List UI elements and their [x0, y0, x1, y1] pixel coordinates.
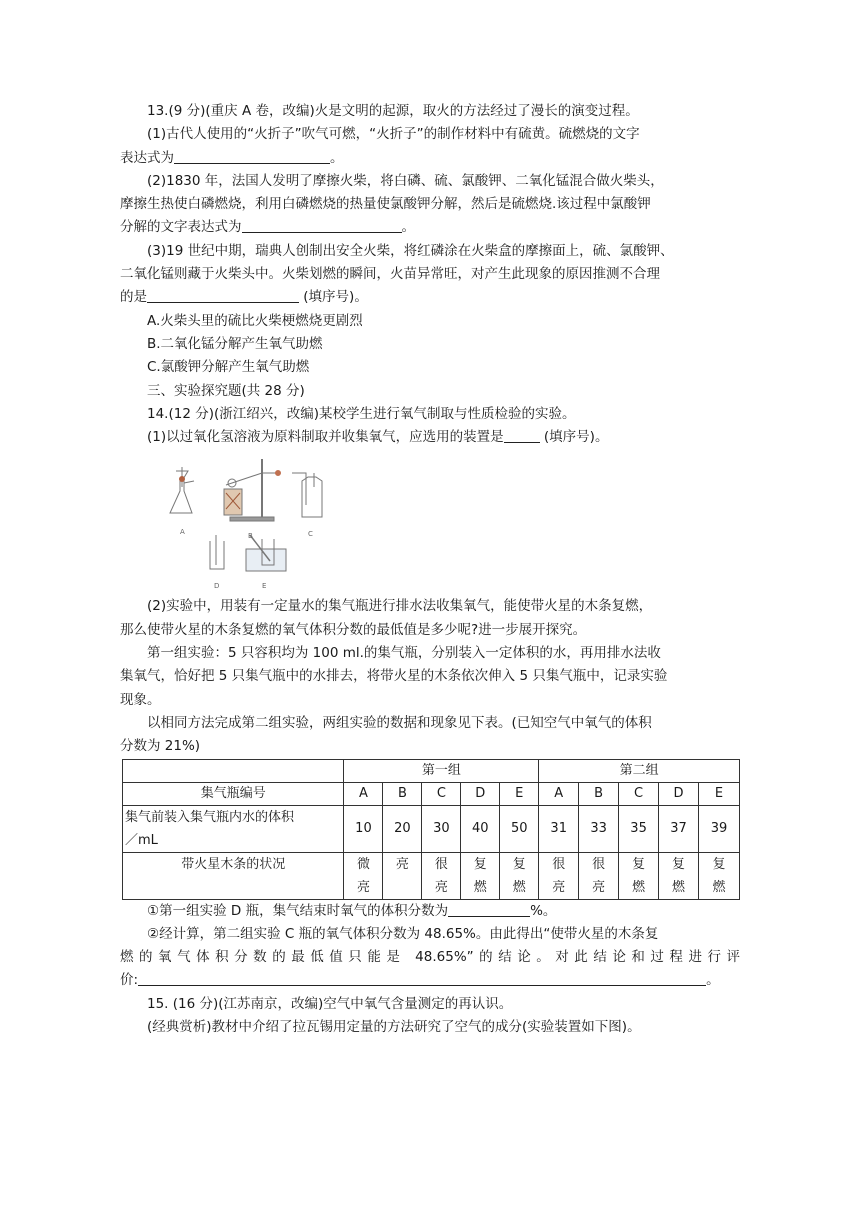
table-cell: [659, 852, 699, 899]
apparatus-a: [170, 467, 194, 513]
table-cell: 37: [659, 805, 699, 852]
table-cell: 50: [500, 805, 539, 852]
apparatus-d: [210, 535, 224, 569]
q13-part3-line2: 二氧化锰则藏于火柴头中。火柴划燃的瞬间，火苗异常旺，对产生此现象的原因推测不合理: [120, 266, 660, 283]
q14-sub2-end: 。: [706, 972, 720, 989]
answer-blank-13-3[interactable]: [147, 286, 299, 303]
table-cell: B: [383, 782, 422, 805]
row-label-water-volume-line1: 集气前装入集气瓶内水的体积: [125, 809, 295, 825]
q13-part3-line3: [120, 286, 740, 309]
table-cell: 39: [698, 805, 739, 852]
table-cell: 20: [383, 805, 422, 852]
status-top: 复: [672, 856, 686, 872]
status-top: 复: [632, 856, 646, 872]
results-table: [122, 759, 740, 900]
figure-label-e: E: [262, 582, 267, 591]
table-cell: [461, 852, 500, 899]
row-label-water-volume-line2: ／mL: [125, 832, 158, 848]
status-bottom: 燃: [672, 879, 686, 895]
status-top: 复: [512, 856, 526, 872]
answer-blank-13-1[interactable]: [174, 147, 330, 164]
table-cell: [422, 852, 461, 899]
status-bottom: 燃: [473, 879, 487, 895]
group2-header: 第二组: [539, 759, 740, 782]
answer-blank-14-2[interactable]: [448, 900, 530, 917]
table-cell: 35: [619, 805, 659, 852]
section-heading: 三、实验探究题(共 28 分): [147, 382, 305, 399]
table-cell: A: [344, 782, 383, 805]
table-cell: C: [619, 782, 659, 805]
status-top: 微: [356, 856, 370, 872]
status-bottom: 燃: [512, 879, 526, 895]
table-cell: C: [422, 782, 461, 805]
table-cell: [619, 852, 659, 899]
table-row: [123, 782, 740, 805]
q13-part2-prompt: 分解的文字表达式为: [120, 219, 242, 236]
q14-sub1-end: %。: [530, 902, 557, 919]
q13-title: 13.(9 分)(重庆 A 卷，改编)火是文明的起源，取火的方法经过了漫长的演变过程。: [147, 103, 639, 119]
status-top: 亮: [395, 856, 409, 872]
table-cell: D: [461, 782, 500, 805]
table-cell: 33: [579, 805, 619, 852]
q15-title: 15. (16 分)(江苏南京，改编)空气中氧气含量测定的再认识。: [147, 995, 513, 1012]
q14-group1-line3: 现象。: [120, 691, 161, 708]
q13-part1-end: 。: [330, 149, 344, 166]
q13-part2-line2: 摩擦生热使白磷燃烧，利用白磷燃烧的热量使氯酸钾分解，然后是硫燃烧.该过程中氯酸钾: [120, 196, 651, 213]
status-bottom: 燃: [632, 879, 646, 895]
q14-sub2-line2: 燃的氧气体积分数的最低值只能是 48.65%”的结论。对此结论和过程进行评: [120, 949, 740, 966]
row-label-water-volume: [123, 805, 344, 852]
q13-part3-line1: (3)19 世纪中期，瑞典人创制出安全火柴，将红磷涂在火柴盒的摩擦面上，硫、氯酸钾、: [147, 242, 674, 259]
row-label-splint-status: 带火星木条的状况: [123, 852, 344, 899]
status-top: 很: [552, 856, 566, 872]
q14-sub2-line3: [120, 969, 740, 992]
q13-option-b: B.二氧化锰分解产生氧气助燃: [147, 335, 323, 352]
apparatus-c: [292, 473, 322, 517]
status-bottom: 亮: [356, 879, 370, 895]
q14-title: 14.(12 分)(浙江绍兴，改编)某校学生进行氧气制取与性质检验的实验。: [147, 405, 576, 422]
q14-part2-line2: 那么使带火星的木条复燃的氧气体积分数的最低值是多少呢?进一步展开探究。: [120, 621, 587, 638]
table-row: [123, 852, 740, 899]
figure-label-d: D: [214, 582, 220, 591]
q14-part1-prompt: (1)以过氧化氢溶液为原料制取并收集氧气，应选用的装置是: [147, 429, 504, 446]
table-cell: E: [500, 782, 539, 805]
status-bottom: 燃: [712, 879, 726, 895]
q14-part1-end: (填序号)。: [539, 429, 609, 446]
table-cell: [500, 852, 539, 899]
apparatus-b: [224, 459, 281, 521]
answer-blank-14-3[interactable]: [138, 969, 706, 986]
table-cell: [579, 852, 619, 899]
apparatus-figure: [166, 457, 326, 589]
table-cell: [698, 852, 739, 899]
figure-label-a: A: [180, 528, 185, 537]
status-bottom: 亮: [434, 879, 448, 895]
table-cell: [383, 852, 422, 899]
status-top: 复: [712, 856, 726, 872]
status-top: 很: [434, 856, 448, 872]
q14-group1-line1: 第一组实验：5 只容积均为 100 ml.的集气瓶，分别装入一定体积的水，再用排水法收: [147, 645, 661, 662]
q13-option-c: C.氯酸钾分解产生氧气助燃: [147, 359, 310, 376]
status-bottom: 亮: [592, 879, 606, 895]
table-cell: E: [698, 782, 739, 805]
q14-sub2-line1: ②经计算，第二组实验 C 瓶的氧气体积分数为 48.65%。由此得出“使带火星的木条复: [147, 925, 659, 942]
q14-group1-line2: 集氧气，恰好把 5 只集气瓶中的水排去，将带火星的木条依次伸入 5 只集气瓶中，记录实验: [120, 668, 668, 685]
apparatus-drawing: [166, 457, 326, 589]
q14-sub1-prompt: ①第一组实验 D 瓶，集气结束时氧气的体积分数为: [147, 902, 449, 919]
q13-part2-line1: (2)1830 年，法国人发明了摩擦火柴，将白磷、硫、氯酸钾、二氧化锰混合做火柴头，: [147, 172, 664, 189]
table-row: [123, 759, 740, 782]
q13-part2-line3: [120, 216, 740, 239]
q14-group2-line1: 以相同方法完成第二组实验，两组实验的数据和现象见下表。(已知空气中氧气的体积: [147, 714, 652, 731]
table-cell: B: [579, 782, 619, 805]
table-cell: [344, 852, 383, 899]
table-cell: A: [539, 782, 579, 805]
q13-part3-prompt: 的是: [120, 289, 147, 306]
table-row: [123, 805, 740, 852]
table-cell: D: [659, 782, 699, 805]
answer-blank-14-1[interactable]: [504, 426, 540, 443]
q13-option-a: A.火柴头里的硫比火柴梗燃烧更剧烈: [147, 312, 363, 329]
answer-blank-13-2[interactable]: [242, 216, 402, 233]
status-bottom: 亮: [552, 879, 566, 895]
q15-intro: (经典赏析)教材中介绍了拉瓦锡用定量的方法研究了空气的成分(实验装置如下图)。: [147, 1019, 641, 1036]
q13-part1-line1: (1)古代人使用的“火折子”吹气可燃，“火折子”的制作材料中有硫黄。硫燃烧的文字: [147, 126, 640, 143]
figure-label-b: B: [248, 532, 253, 541]
table-cell: 40: [461, 805, 500, 852]
q13-part3-end: (填序号)。: [299, 289, 368, 306]
status-top: 很: [592, 856, 606, 872]
table-cell: 30: [422, 805, 461, 852]
figure-label-c: C: [308, 530, 313, 539]
q13-part1-prompt: 表达式为: [120, 149, 174, 166]
q14-group2-line2: 分数为 21%): [120, 738, 201, 755]
table-cell: [539, 852, 579, 899]
q14-sub2-prompt: 价:: [120, 972, 139, 989]
q14-sub1: [120, 900, 740, 923]
table-cell: 10: [344, 805, 383, 852]
group1-header: 第一组: [344, 759, 539, 782]
worksheet-page: [120, 100, 740, 1039]
q13-part1-line2: [120, 147, 740, 170]
q13-part2-end: 。: [401, 219, 415, 236]
q14-part2-line1: (2)实验中，用装有一定量水的集气瓶进行排水法收集氧气，能使带火星的木条复燃，: [147, 598, 653, 615]
table-cell: 31: [539, 805, 579, 852]
status-top: 复: [473, 856, 487, 872]
table-corner-cell: [123, 759, 344, 782]
row-label-bottle-id: 集气瓶编号: [123, 782, 344, 805]
q14-part1: [120, 426, 740, 449]
